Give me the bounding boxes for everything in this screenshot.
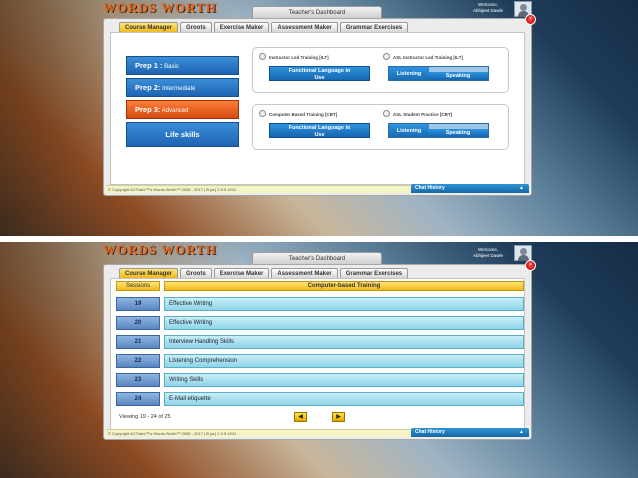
session-name: Effective Writing — [164, 297, 524, 311]
functional-language-line2: Use — [314, 132, 325, 138]
welcome-text — [466, 2, 510, 14]
tab-bar — [119, 268, 408, 278]
tab-bar — [119, 22, 408, 32]
session-row[interactable] — [116, 316, 524, 330]
tab-exercise-maker[interactable]: Exercise Maker — [214, 22, 270, 32]
tab-grammar-exercises[interactable]: Grammar Exercises — [340, 268, 408, 278]
prep-2-button[interactable] — [126, 78, 239, 97]
welcome-text — [466, 247, 510, 259]
prep-1-level: Basic — [162, 64, 179, 70]
ilt-box — [252, 47, 509, 93]
life-skills-button[interactable]: Life skills — [126, 122, 239, 147]
session-name: Listening Comprehension — [164, 354, 524, 368]
prep-1-button[interactable] — [126, 56, 239, 75]
speaking-label: Speaking — [428, 72, 488, 80]
tab-groots[interactable]: Groots — [180, 268, 212, 278]
tab-course-manager[interactable]: Course Manager — [119, 22, 178, 32]
session-number: 22 — [116, 354, 160, 368]
words-worth-logo: WORDS WORTH — [103, 0, 217, 15]
tab-course-manager[interactable]: Course Manager — [119, 268, 178, 278]
prep-3-level: Advanced — [160, 108, 189, 114]
next-page-button[interactable]: ▶ — [332, 412, 345, 422]
cbt-header: Computer-based Training — [164, 281, 524, 291]
listening-speaking-cbt-button[interactable] — [388, 123, 489, 138]
listening-label: Listening — [389, 124, 429, 138]
chat-history-bar[interactable] — [411, 184, 529, 193]
functional-language-line1: Functional Language in — [288, 125, 351, 131]
session-row[interactable] — [116, 354, 524, 368]
functional-language-line2: Use — [314, 75, 325, 81]
tab-grammar-exercises[interactable]: Grammar Exercises — [340, 22, 408, 32]
chevron-up-icon[interactable]: ▲ — [519, 429, 524, 435]
session-name: Writing Skills — [164, 373, 524, 387]
prep-3-button[interactable] — [126, 100, 239, 119]
prev-page-button[interactable]: ◀ — [294, 412, 307, 422]
prep-1-label: Prep 1 : — [135, 61, 163, 70]
session-number: 20 — [116, 316, 160, 330]
close-icon[interactable]: × — [525, 260, 536, 271]
session-number: 21 — [116, 335, 160, 349]
session-number: 23 — [116, 373, 160, 387]
session-row[interactable] — [116, 335, 524, 349]
tab-assessment-maker[interactable]: Assessment Maker — [271, 22, 337, 32]
pagination-status: Viewing 19 - 24 of 25 — [119, 414, 171, 420]
sessions-content — [110, 278, 525, 431]
ilt-radio[interactable]: Instructor Led Training [ILT] — [259, 53, 329, 60]
session-number: 24 — [116, 392, 160, 406]
session-name: Effective Writing — [164, 316, 524, 330]
top-screenshot-panel — [0, 0, 638, 236]
chat-history-bar[interactable] — [411, 428, 529, 437]
close-icon[interactable]: × — [525, 14, 536, 25]
user-name: Abhijeet Dawle — [472, 8, 504, 13]
tab-assessment-maker[interactable]: Assessment Maker — [271, 268, 337, 278]
functional-language-ilt-button[interactable] — [269, 66, 370, 81]
prep-2-level: Intermediate — [160, 86, 196, 92]
speaking-label: Speaking — [428, 129, 488, 137]
session-row[interactable] — [116, 297, 524, 311]
welcome-line: Welcome, — [478, 2, 498, 7]
avatar[interactable] — [514, 245, 532, 261]
session-row[interactable] — [116, 373, 524, 387]
cbt-radio[interactable]: Computer Based Training [CBT] — [259, 110, 337, 117]
session-name: E-Mail etiquette — [164, 392, 524, 406]
prep-2-label: Prep 2: — [135, 83, 161, 92]
copyright-footer: © Copyright ACTlabs™'s Words Worth™ 2008 - 2017 | B (ar) 2.9.5 1941 — [106, 429, 528, 437]
user-name: Abhijeet Dawle — [472, 253, 504, 258]
sessions-header: Sessions — [116, 281, 160, 291]
copyright-footer: © Copyright ACTlabs™'s Words Worth™ 2008 - 2017 | B (ar) 2.9.5 1941 — [106, 185, 528, 193]
listening-speaking-ilt-button[interactable] — [388, 66, 489, 81]
cbt-box — [252, 104, 509, 150]
asl-ilt-radio[interactable]: ASL Instructor Led Training [ILT] — [383, 53, 463, 60]
bottom-screenshot-panel — [0, 242, 638, 478]
chat-history-label: Chat History — [415, 429, 445, 435]
functional-language-line1: Functional Language in — [288, 68, 351, 74]
words-worth-logo: WORDS WORTH — [103, 242, 217, 257]
chevron-up-icon[interactable]: ▲ — [519, 185, 524, 191]
session-number: 19 — [116, 297, 160, 311]
tab-groots[interactable]: Groots — [180, 22, 212, 32]
functional-language-cbt-button[interactable] — [269, 123, 370, 138]
app-window — [103, 18, 532, 196]
welcome-line: Welcome, — [478, 247, 498, 252]
chat-history-label: Chat History — [415, 185, 445, 191]
listening-label: Listening — [389, 67, 429, 81]
dashboard-title: Teacher's Dashboard — [252, 6, 382, 18]
session-name: Interview Handling Skills — [164, 335, 524, 349]
asl-student-practice-radio[interactable]: ASL Student Practice [CBT] — [383, 110, 452, 117]
course-manager-content — [110, 32, 525, 185]
dashboard-title: Teacher's Dashboard — [252, 252, 382, 264]
app-window — [103, 264, 532, 440]
tab-exercise-maker[interactable]: Exercise Maker — [214, 268, 270, 278]
session-row[interactable] — [116, 392, 524, 406]
prep-3-label: Prep 3: — [135, 105, 161, 114]
